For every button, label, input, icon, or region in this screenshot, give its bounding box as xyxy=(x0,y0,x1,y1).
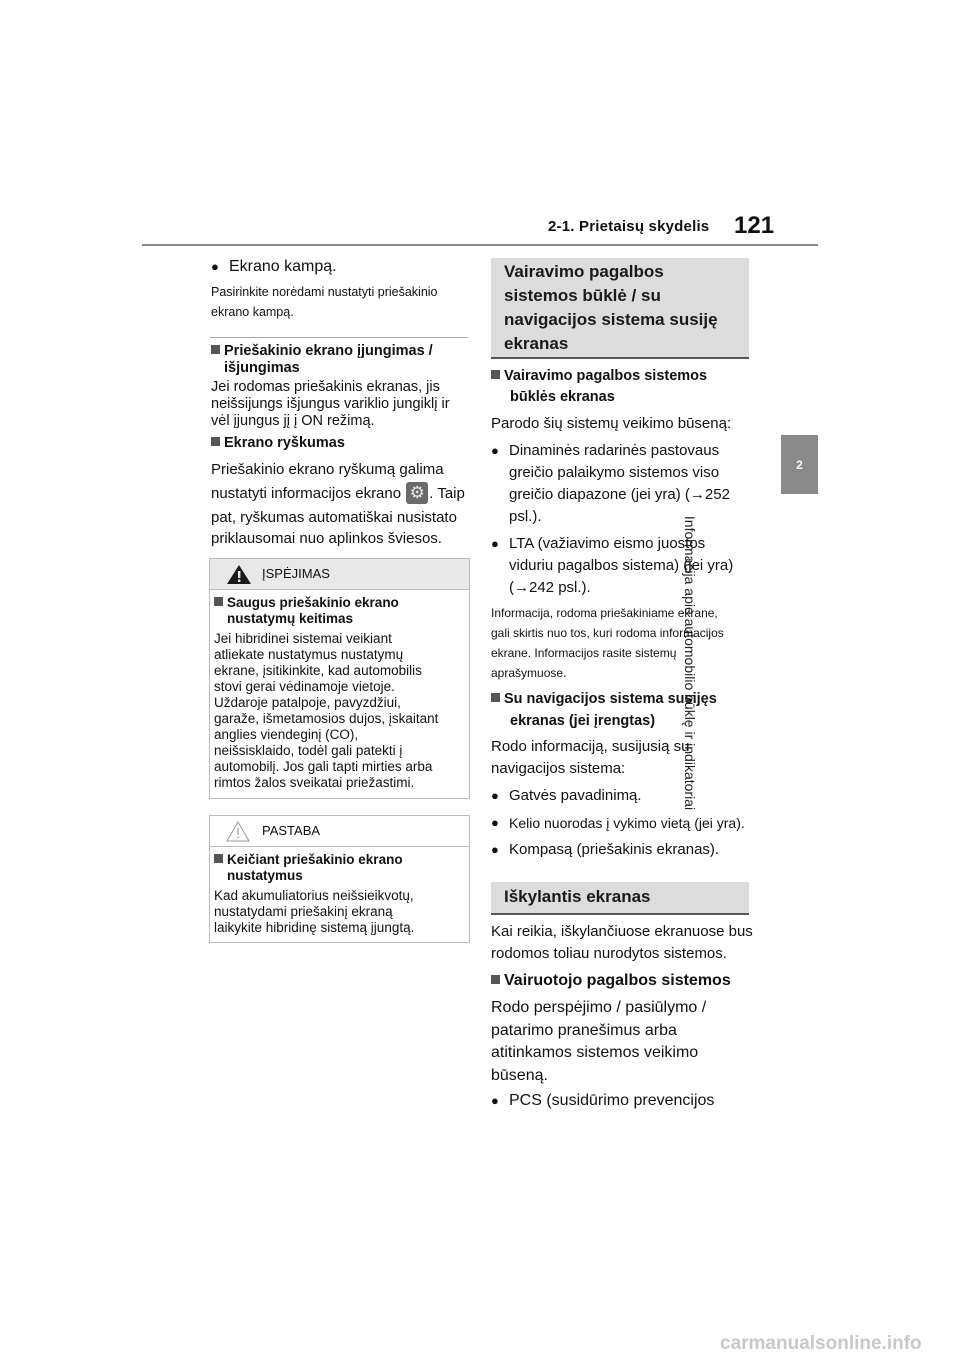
square-bullet-icon xyxy=(491,693,500,702)
bullet-dot: ● xyxy=(491,443,499,458)
divider xyxy=(210,337,468,338)
das-bullet-2: ● LTA (važiavimo eismo juostos viduriu pagalbos sistema) (jei yra) (→242 psl.). xyxy=(491,535,734,596)
footer-watermark: carmanualsonline.info xyxy=(720,1333,922,1354)
caution-outline-icon xyxy=(226,820,250,842)
drv-body: Rodo perspėjimo / pasiūlymo / patarimo pranešimus arba atitinkamos sistemos veikimo būseną. xyxy=(491,999,707,1084)
onoff-block: Priešakinio ekrano įjungimas / išjungimas Jei rodomas priešakinis ekranas, jis neišsijungs išjungus variklio jungiklį ir vėl įjungus jį į ON režimą. xyxy=(211,343,469,430)
brightness-body: Priešakinio ekrano ryškumą galima nustatyti informacijos ekrano ⚙ . Taip pat, ryškumas automatiškai nusistato priklausomai nuo aplinkos šviesos. xyxy=(211,458,471,547)
das-bullet-1: ● Dinaminės radarinės pastovaus greičio palaikymo sistemos viso greičio diapazone (jei yra) (→252 psl.). xyxy=(491,442,730,525)
bullet-dot: ● xyxy=(491,1093,499,1108)
angle-note: Pasirinkite norėdami nustatyti priešakinio ekrano kampą. xyxy=(211,285,438,319)
drv-title: Vairuotojo pagalbos sistemos xyxy=(491,970,753,992)
square-bullet-icon xyxy=(491,370,500,379)
das-intro: Parodo šių sistemų veikimo būseną: xyxy=(491,415,732,432)
das-title: Vairavimo pagalbos sistemos būklės ekranas xyxy=(491,366,753,408)
page-number: 121 xyxy=(734,212,775,239)
section-header: 2-1. Prietaisų skydelis xyxy=(548,218,710,235)
bullet-dot: ● xyxy=(491,842,499,857)
drv-bullet-1: ● PCS (susidūrimo prevencijos xyxy=(491,1090,753,1112)
section-heading-status: Vairavimo pagalbos sistemos būklė / su navigacijos sistema susiję ekranas xyxy=(491,258,749,359)
section-heading-popup: Iškylantis ekranas xyxy=(491,882,749,915)
nav-bullet-2: ● Kelio nuorodas į vykimo vietą (jei yra). xyxy=(491,812,756,834)
note-header: PASTABA xyxy=(210,816,469,847)
gear-icon xyxy=(406,482,428,504)
warning-box xyxy=(209,558,470,799)
das-note: Informacija, rodoma priešakiniame ekrane, gali skirtis nuo tos, kuri rodoma informacijos ekrane. Informacijos rasite sistemų aprašymuose. xyxy=(491,606,724,680)
square-bullet-icon xyxy=(211,437,220,446)
warning-header: ĮSPĖJIMAS xyxy=(210,559,469,590)
square-bullet-icon xyxy=(211,345,220,354)
nav-bullet-3: ● Kompasą (priešakinis ekranas). xyxy=(491,839,756,861)
square-bullet-icon xyxy=(214,597,223,606)
bullet-angle: ● Ekrano kampą. xyxy=(211,256,471,278)
popup-intro: Kai reikia, iškylančiuose ekranuose bus rodomos toliau nurodytos sistemos. xyxy=(491,923,753,962)
brightness-title: Ekrano ryškumas xyxy=(211,435,469,452)
note-body: Kad akumuliatorius neišsieikvotų, nustatydami priešakinį ekraną laikykite hibridinę sistemą įjungtą. xyxy=(214,888,415,935)
bullet-dot: ● xyxy=(491,788,499,803)
warning-content: Saugus priešakinio ekrano nustatymų keitimas Jei hibridinei sistemai veikiant atliekate nustatymus nustatymų ekrane, įsitikinkite, kad automobilis stovi gerai vėdinamoje vietoje. Uždaroje patalpoje, pavyzdžiui, garaže, išmetamosios dujos, įskaitant anglies viendeginį (CO), neišsisklaido, todėl gali patekti į automobilį. Jos gali tapti mirties arba rimtos žalos sveikatai priežastimi. xyxy=(210,590,469,791)
nav-title: Su navigacijos sistema susijęs ekranas (jei įrengtas) xyxy=(491,688,753,732)
chapter-tab: 2 xyxy=(781,435,818,494)
bullet-dot: ● xyxy=(491,536,499,551)
onoff-body: Jei rodomas priešakinis ekranas, jis neišsijungs išjungus variklio jungiklį ir vėl įjungus jį į ON režimą. xyxy=(211,379,450,429)
note-content: Keičiant priešakinio ekrano nustatymus Kad akumuliatorius neišsieikvotų, nustatydami priešakinį ekraną laikykite hibridinę sistemą įjungtą. xyxy=(210,847,469,936)
header-rule xyxy=(142,244,818,246)
bullet-dot: ● xyxy=(491,815,499,830)
warning-triangle-icon xyxy=(226,563,252,585)
onoff-title: Priešakinio ekrano įjungimas / xyxy=(211,343,469,360)
chapter-title: Informacija apie automobilio būklę ir indikatoriai xyxy=(682,515,698,811)
nav-intro: Rodo informaciją, susijusią su navigacijos sistema: xyxy=(491,738,690,777)
nav-bullet-1: ● Gatvės pavadinimą. xyxy=(491,785,756,807)
square-bullet-icon xyxy=(491,975,500,984)
square-bullet-icon xyxy=(214,854,223,863)
warning-body: Jei hibridinei sistemai veikiant atliekate nustatymus nustatymų ekrane, įsitikinkite, kad automobilis stovi gerai vėdinamoje vietoje. Uždaroje patalpoje, pavyzdžiui, garaže, išmetamosios dujos, įskaitant anglies viendeginį (CO), neišsisklaido, todėl gali patekti į automobilį. Jos gali tapti mirties arba rimtos žalos sveikatai priežastimi. xyxy=(214,631,439,790)
bullet-dot: ● xyxy=(211,259,219,274)
note-box xyxy=(209,815,470,943)
